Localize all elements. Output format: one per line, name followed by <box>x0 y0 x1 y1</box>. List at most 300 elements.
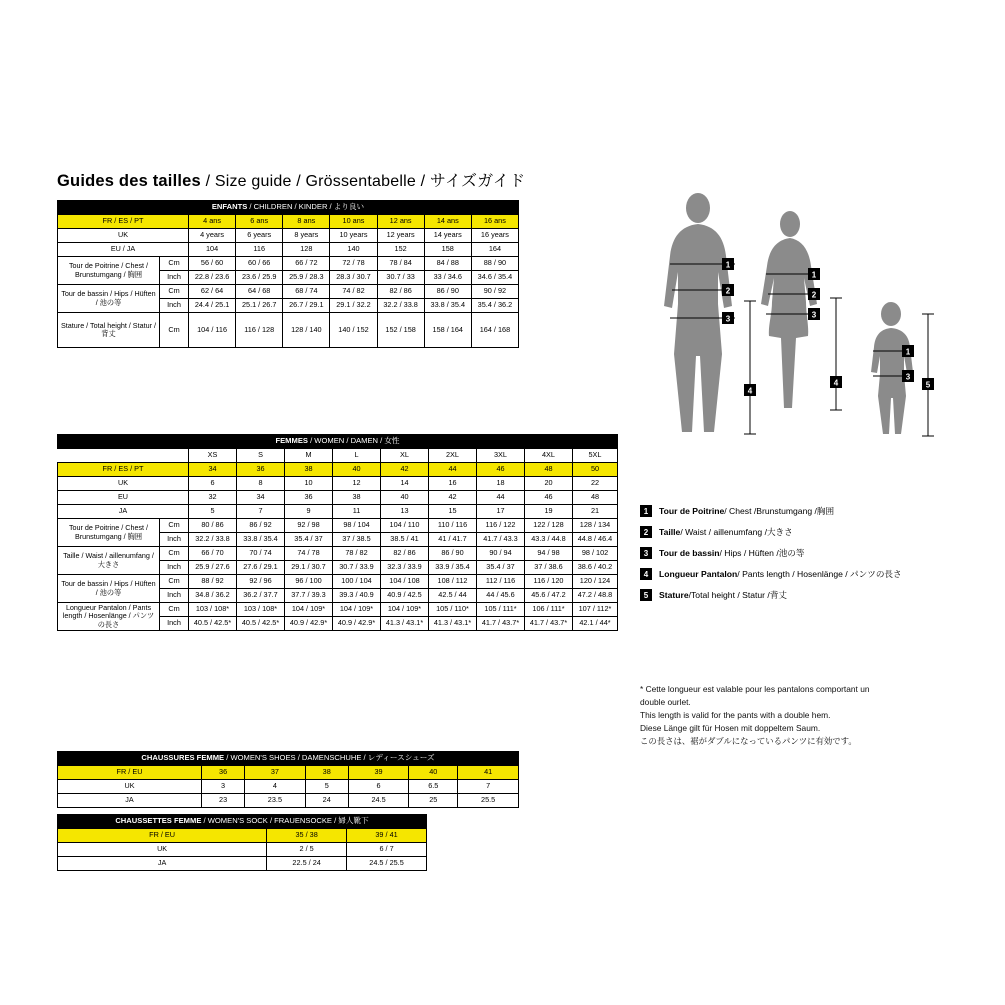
cell: 128 / 140 <box>283 313 330 348</box>
shoes-header-bold: CHAUSSURES FEMME <box>141 753 225 763</box>
cell: 22.8 / 23.6 <box>189 271 236 285</box>
cell: 34 <box>189 463 237 477</box>
cell: 41.7 / 43.3 <box>477 533 525 547</box>
women-table-header <box>58 435 618 449</box>
cell: 24 <box>305 794 348 808</box>
marker-4-man: 4 <box>747 386 753 396</box>
size-header: M <box>285 449 333 463</box>
cell: 7 <box>458 780 519 794</box>
cell: 44 / 45.6 <box>477 589 525 603</box>
cell: 116 / 122 <box>477 519 525 533</box>
row-label: UK <box>58 843 267 857</box>
table-row <box>58 780 519 794</box>
legend-item <box>640 589 902 601</box>
size-header: 5XL <box>573 449 618 463</box>
cell: 44 <box>429 463 477 477</box>
cell: 7 <box>237 505 285 519</box>
cell: 46 <box>477 463 525 477</box>
cell: 68 / 74 <box>283 285 330 299</box>
cell: 110 / 116 <box>429 519 477 533</box>
table-row <box>58 463 618 477</box>
cell: 56 / 60 <box>189 257 236 271</box>
cell: 116 / 120 <box>525 575 573 589</box>
cell: 16 years <box>471 229 518 243</box>
cell: 40 <box>409 766 458 780</box>
women-size-table <box>57 434 618 631</box>
cell: 38.5 / 41 <box>381 533 429 547</box>
cell: 2 / 5 <box>267 843 347 857</box>
cell: 39 / 41 <box>347 829 427 843</box>
cell: 40 <box>333 463 381 477</box>
shoes-header-rest: / WOMEN'S SHOES / DAMENSCHUHE / レディースシューズ <box>224 753 435 763</box>
cell: 12 <box>333 477 381 491</box>
legend-label: Stature <box>659 590 689 600</box>
table-header-row <box>58 815 427 829</box>
row-label: JA <box>58 794 202 808</box>
cell: 10 ans <box>330 215 377 229</box>
cell: 27.6 / 29.1 <box>237 561 285 575</box>
legend-translation: / Pants length / Hosenlänge / パンツの長さ <box>737 569 902 579</box>
table-header-row <box>58 752 519 766</box>
cell: 22 <box>573 477 618 491</box>
row-unit: Cm <box>160 547 189 561</box>
cell: 41.7 / 43.7* <box>477 617 525 631</box>
cell: 38 <box>285 463 333 477</box>
cell: 43.3 / 44.8 <box>525 533 573 547</box>
cell: 41 <box>458 766 519 780</box>
table-row <box>58 285 519 299</box>
cell: 84 / 88 <box>424 257 471 271</box>
cell: 40.9 / 42.9* <box>285 617 333 631</box>
legend-number-icon: 1 <box>640 505 652 517</box>
footnote-line: This length is valid for the pants with a double hem. <box>640 710 831 721</box>
cell: 21 <box>573 505 618 519</box>
cell: 35.4 / 37 <box>285 533 333 547</box>
cell: 37 / 38.5 <box>333 533 381 547</box>
table-row <box>58 575 618 589</box>
row-label: Tour de bassin / Hips / Hüften / 池の等 <box>58 575 160 603</box>
legend-item <box>640 526 902 538</box>
cell: 72 / 78 <box>330 257 377 271</box>
marker-1-child: 1 <box>905 347 911 357</box>
cell: 34.8 / 36.2 <box>189 589 237 603</box>
cell: 44.8 / 46.4 <box>573 533 618 547</box>
size-header: 2XL <box>429 449 477 463</box>
cell: 38 <box>305 766 348 780</box>
cell: 66 / 70 <box>189 547 237 561</box>
cell: 24.4 / 25.1 <box>189 299 236 313</box>
size-header: 4XL <box>525 449 573 463</box>
cell: 42.1 / 44* <box>573 617 618 631</box>
cell: 40.9 / 42.9* <box>333 617 381 631</box>
cell: 66 / 72 <box>283 257 330 271</box>
size-header: XL <box>381 449 429 463</box>
cell: 48 <box>573 491 618 505</box>
cell: 82 / 86 <box>377 285 424 299</box>
women-shoes-table <box>57 751 519 808</box>
cell: 23.5 <box>245 794 306 808</box>
cell: 103 / 108* <box>189 603 237 617</box>
cell: 44 <box>477 491 525 505</box>
row-label: Longueur Pantalon / Pants length / Hosenlänge / パンツの長さ <box>58 603 160 631</box>
cell: 104 / 116 <box>189 313 236 348</box>
cell: 35.4 / 36.2 <box>471 299 518 313</box>
socks-header-rest: / WOMEN'S SOCK / FRAUENSOCKE / 婦人靴下 <box>201 816 369 826</box>
cell: 12 ans <box>377 215 424 229</box>
cell: 8 <box>237 477 285 491</box>
cell: 38 <box>333 491 381 505</box>
cell: 5 <box>305 780 348 794</box>
cell: 30.7 / 33.9 <box>333 561 381 575</box>
legend-number-icon: 3 <box>640 547 652 559</box>
table-row <box>58 313 519 348</box>
cell: 18 <box>477 477 525 491</box>
children-header-rest: / CHILDREN / KINDER / より良い <box>247 202 365 212</box>
row-label: FR / EU <box>58 766 202 780</box>
cell: 36.2 / 37.7 <box>237 589 285 603</box>
cell: 24.5 <box>348 794 409 808</box>
cell: 37 <box>245 766 306 780</box>
page-title-rest: / Size guide / Grössentabelle / サイズガイド <box>200 173 526 190</box>
cell: 36 <box>202 766 245 780</box>
cell: 100 / 104 <box>333 575 381 589</box>
cell: 92 / 98 <box>285 519 333 533</box>
cell: 9 <box>285 505 333 519</box>
table-row <box>58 243 519 257</box>
cell: 33.9 / 35.4 <box>429 561 477 575</box>
row-label: Tour de Poitrine / Chest / Brunstumgang / 胸囲 <box>58 519 160 547</box>
legend <box>640 505 902 610</box>
row-label: Tour de bassin / Hips / Hüften / 池の等 <box>58 285 160 313</box>
size-header: 3XL <box>477 449 525 463</box>
socks-header-bold: CHAUSSETTES FEMME <box>115 816 202 826</box>
cell: 107 / 112* <box>573 603 618 617</box>
legend-translation: / Chest /Brunstumgang /胸囲 <box>724 506 835 516</box>
row-unit: Cm <box>160 313 189 348</box>
row-unit: Inch <box>160 561 189 575</box>
cell: 19 <box>525 505 573 519</box>
cell: 17 <box>477 505 525 519</box>
cell: 45.6 / 47.2 <box>525 589 573 603</box>
cell: 11 <box>333 505 381 519</box>
cell: 86 / 90 <box>424 285 471 299</box>
cell: 25 <box>409 794 458 808</box>
cell: 40.5 / 42.5* <box>237 617 285 631</box>
cell: 34 <box>237 491 285 505</box>
cell: 62 / 64 <box>189 285 236 299</box>
cell: 164 / 168 <box>471 313 518 348</box>
cell: 34.6 / 35.4 <box>471 271 518 285</box>
cell: 39 <box>348 766 409 780</box>
cell: 33.8 / 35.4 <box>237 533 285 547</box>
legend-label: Tour de bassin <box>659 548 720 558</box>
woman-measure-lines <box>766 274 842 410</box>
legend-number-icon: 4 <box>640 568 652 580</box>
shoes-table-header <box>58 752 519 766</box>
cell: 40.5 / 42.5* <box>189 617 237 631</box>
cell: 64 / 68 <box>236 285 283 299</box>
cell: 6 <box>189 477 237 491</box>
women-header-rest: / WOMEN / DAMEN / 女性 <box>307 436 400 446</box>
row-label: JA <box>58 857 267 871</box>
cell: 90 / 94 <box>477 547 525 561</box>
cell: 14 years <box>424 229 471 243</box>
cell: 29.1 / 30.7 <box>285 561 333 575</box>
marker-4-woman: 4 <box>833 378 839 388</box>
cell: 106 / 111* <box>525 603 573 617</box>
cell: 96 / 100 <box>285 575 333 589</box>
cell: 37 / 38.6 <box>525 561 573 575</box>
cell: 6.5 <box>409 780 458 794</box>
table-row <box>58 857 427 871</box>
cell: 42.5 / 44 <box>429 589 477 603</box>
cell: 98 / 102 <box>573 547 618 561</box>
cell: 128 / 134 <box>573 519 618 533</box>
row-label: JA <box>58 505 189 519</box>
footnote-line: double ourlet. <box>640 697 691 708</box>
table-row <box>58 257 519 271</box>
marker-3-child: 3 <box>905 372 911 382</box>
table-row <box>58 794 519 808</box>
cell: 78 / 84 <box>377 257 424 271</box>
cell: 41.3 / 43.1* <box>381 617 429 631</box>
row-unit: Cm <box>160 285 189 299</box>
cell: 80 / 86 <box>189 519 237 533</box>
cell: 42 <box>429 491 477 505</box>
cell: 47.2 / 48.8 <box>573 589 618 603</box>
cell: 35 / 38 <box>267 829 347 843</box>
cell: 104 <box>189 243 236 257</box>
cell: 26.7 / 29.1 <box>283 299 330 313</box>
cell: 41.3 / 43.1* <box>429 617 477 631</box>
cell: 4 ans <box>189 215 236 229</box>
cell: 5 <box>189 505 237 519</box>
table-row <box>58 603 618 617</box>
cell: 42 <box>381 463 429 477</box>
cell: 140 <box>330 243 377 257</box>
cell: 94 / 98 <box>525 547 573 561</box>
cell: 32.3 / 33.9 <box>381 561 429 575</box>
legend-label: Taille <box>659 527 681 537</box>
cell: 32 <box>189 491 237 505</box>
row-label: Tour de Poitrine / Chest / Brunstumgang / 胸囲 <box>58 257 160 285</box>
cell: 38.6 / 40.2 <box>573 561 618 575</box>
cell: 16 <box>429 477 477 491</box>
footnote-line: この長さは、裾がダブルになっているパンツに有効です。 <box>640 736 857 747</box>
row-label: FR / ES / PT <box>58 463 189 477</box>
socks-table-header <box>58 815 427 829</box>
cell: 70 / 74 <box>237 547 285 561</box>
cell: 103 / 108* <box>237 603 285 617</box>
table-row <box>58 215 519 229</box>
cell: 15 <box>429 505 477 519</box>
cell: 25.5 <box>458 794 519 808</box>
table-row <box>58 829 427 843</box>
marker-5-child: 5 <box>925 380 931 390</box>
cell: 39.3 / 40.9 <box>333 589 381 603</box>
cell: 116 <box>236 243 283 257</box>
row-label: Taille / Waist / aillenumfang / 大きさ <box>58 547 160 575</box>
row-unit: Cm <box>160 603 189 617</box>
size-header: XS <box>189 449 237 463</box>
row-unit: Inch <box>160 589 189 603</box>
table-row <box>58 766 519 780</box>
page-title <box>57 168 525 191</box>
cell: 48 <box>525 463 573 477</box>
marker-3-woman: 3 <box>811 310 817 320</box>
cell: 24.5 / 25.5 <box>347 857 427 871</box>
cell: 74 / 78 <box>285 547 333 561</box>
table-header-row <box>58 201 519 215</box>
row-label: UK <box>58 477 189 491</box>
cell: 6 / 7 <box>347 843 427 857</box>
cell: 88 / 90 <box>471 257 518 271</box>
measurement-figures <box>640 186 970 466</box>
cell: 164 <box>471 243 518 257</box>
size-header: S <box>237 449 285 463</box>
cell: 158 / 164 <box>424 313 471 348</box>
footnote-line: Diese Länge gilt für Hosen mit doppeltem Saum. <box>640 723 821 734</box>
cell: 60 / 66 <box>236 257 283 271</box>
cell: 14 ans <box>424 215 471 229</box>
row-unit: Cm <box>160 257 189 271</box>
cell: 32.2 / 33.8 <box>377 299 424 313</box>
row-label: UK <box>58 780 202 794</box>
cell: 116 / 128 <box>236 313 283 348</box>
row-unit: Inch <box>160 617 189 631</box>
legend-item <box>640 547 902 559</box>
legend-item <box>640 568 902 580</box>
cell: 25.9 / 27.6 <box>189 561 237 575</box>
cell: 6 ans <box>236 215 283 229</box>
marker-2-man: 2 <box>725 286 731 296</box>
cell: 28.3 / 30.7 <box>330 271 377 285</box>
cell: 120 / 124 <box>573 575 618 589</box>
legend-item <box>640 505 902 517</box>
cell: 41 / 41.7 <box>429 533 477 547</box>
legend-label: Longueur Pantalon <box>659 569 738 579</box>
cell: 12 years <box>377 229 424 243</box>
cell: 10 years <box>330 229 377 243</box>
cell: 140 / 152 <box>330 313 377 348</box>
cell: 88 / 92 <box>189 575 237 589</box>
cell: 4 <box>245 780 306 794</box>
size-header: L <box>333 449 381 463</box>
cell: 90 / 92 <box>471 285 518 299</box>
cell: 40.9 / 42.5 <box>381 589 429 603</box>
cell: 25.1 / 26.7 <box>236 299 283 313</box>
cell: 128 <box>283 243 330 257</box>
cell: 20 <box>525 477 573 491</box>
cell: 32.2 / 33.8 <box>189 533 237 547</box>
cell: 152 / 158 <box>377 313 424 348</box>
cell: 16 ans <box>471 215 518 229</box>
cell: 82 / 86 <box>381 547 429 561</box>
cell: 104 / 109* <box>333 603 381 617</box>
legend-number-icon: 5 <box>640 589 652 601</box>
cell: 92 / 96 <box>237 575 285 589</box>
children-table-header <box>58 201 519 215</box>
marker-2-woman: 2 <box>811 290 817 300</box>
cell: 98 / 104 <box>333 519 381 533</box>
table-row <box>58 519 618 533</box>
cell: 6 <box>348 780 409 794</box>
table-row <box>58 491 618 505</box>
cell: 4 years <box>189 229 236 243</box>
page-title-bold: Guides des tailles <box>57 172 201 190</box>
cell: 86 / 90 <box>429 547 477 561</box>
cell: 22.5 / 24 <box>267 857 347 871</box>
row-label: EU <box>58 491 189 505</box>
cell: 6 years <box>236 229 283 243</box>
cell: 35.4 / 37 <box>477 561 525 575</box>
cell: 33.8 / 35.4 <box>424 299 471 313</box>
legend-translation: / Hips / Hüften /池の等 <box>719 548 805 558</box>
table-row <box>58 449 618 463</box>
row-unit: Cm <box>160 575 189 589</box>
row-unit: Inch <box>160 271 189 285</box>
women-socks-table <box>57 814 427 871</box>
legend-number-icon: 2 <box>640 526 652 538</box>
cell: 29.1 / 32.2 <box>330 299 377 313</box>
row-unit: Cm <box>160 519 189 533</box>
cell: 36 <box>285 491 333 505</box>
cell: 46 <box>525 491 573 505</box>
cell: 104 / 110 <box>381 519 429 533</box>
cell: 30.7 / 33 <box>377 271 424 285</box>
cell: 50 <box>573 463 618 477</box>
row-label: UK <box>58 229 189 243</box>
man-silhouette <box>664 193 732 432</box>
row-label: Stature / Total height / Statur / 背丈 <box>58 313 160 348</box>
cell: 112 / 116 <box>477 575 525 589</box>
row-unit: Inch <box>160 299 189 313</box>
table-row <box>58 547 618 561</box>
cell: 8 ans <box>283 215 330 229</box>
cell: 104 / 109* <box>381 603 429 617</box>
cell: 13 <box>381 505 429 519</box>
row-label: EU / JA <box>58 243 189 257</box>
footnote-line: * Cette longueur est valable pour les pantalons comportant un <box>640 684 870 694</box>
table-row <box>58 505 618 519</box>
table-row <box>58 843 427 857</box>
cell: 37.7 / 39.3 <box>285 589 333 603</box>
cell: 104 / 109* <box>285 603 333 617</box>
cell: 41.7 / 43.7* <box>525 617 573 631</box>
women-header-bold: FEMMES <box>275 436 308 446</box>
marker-1-man: 1 <box>725 260 731 270</box>
cell: 3 <box>202 780 245 794</box>
cell: 104 / 108 <box>381 575 429 589</box>
cell: 108 / 112 <box>429 575 477 589</box>
cell: 8 years <box>283 229 330 243</box>
row-unit: Inch <box>160 533 189 547</box>
legend-translation: / Waist / aillenumfang /大きさ <box>680 527 793 537</box>
legend-label: Tour de Poitrine <box>659 506 725 516</box>
cell: 105 / 111* <box>477 603 525 617</box>
children-header-bold: ENFANTS <box>211 202 248 212</box>
cell: 33 / 34.6 <box>424 271 471 285</box>
cell: 152 <box>377 243 424 257</box>
cell: 10 <box>285 477 333 491</box>
footnote <box>640 683 870 748</box>
row-label: FR / EU <box>58 829 267 843</box>
child-silhouette <box>871 302 913 434</box>
marker-3-man: 3 <box>725 314 731 324</box>
cell: 158 <box>424 243 471 257</box>
cell: 25.9 / 28.3 <box>283 271 330 285</box>
table-header-row <box>58 435 618 449</box>
